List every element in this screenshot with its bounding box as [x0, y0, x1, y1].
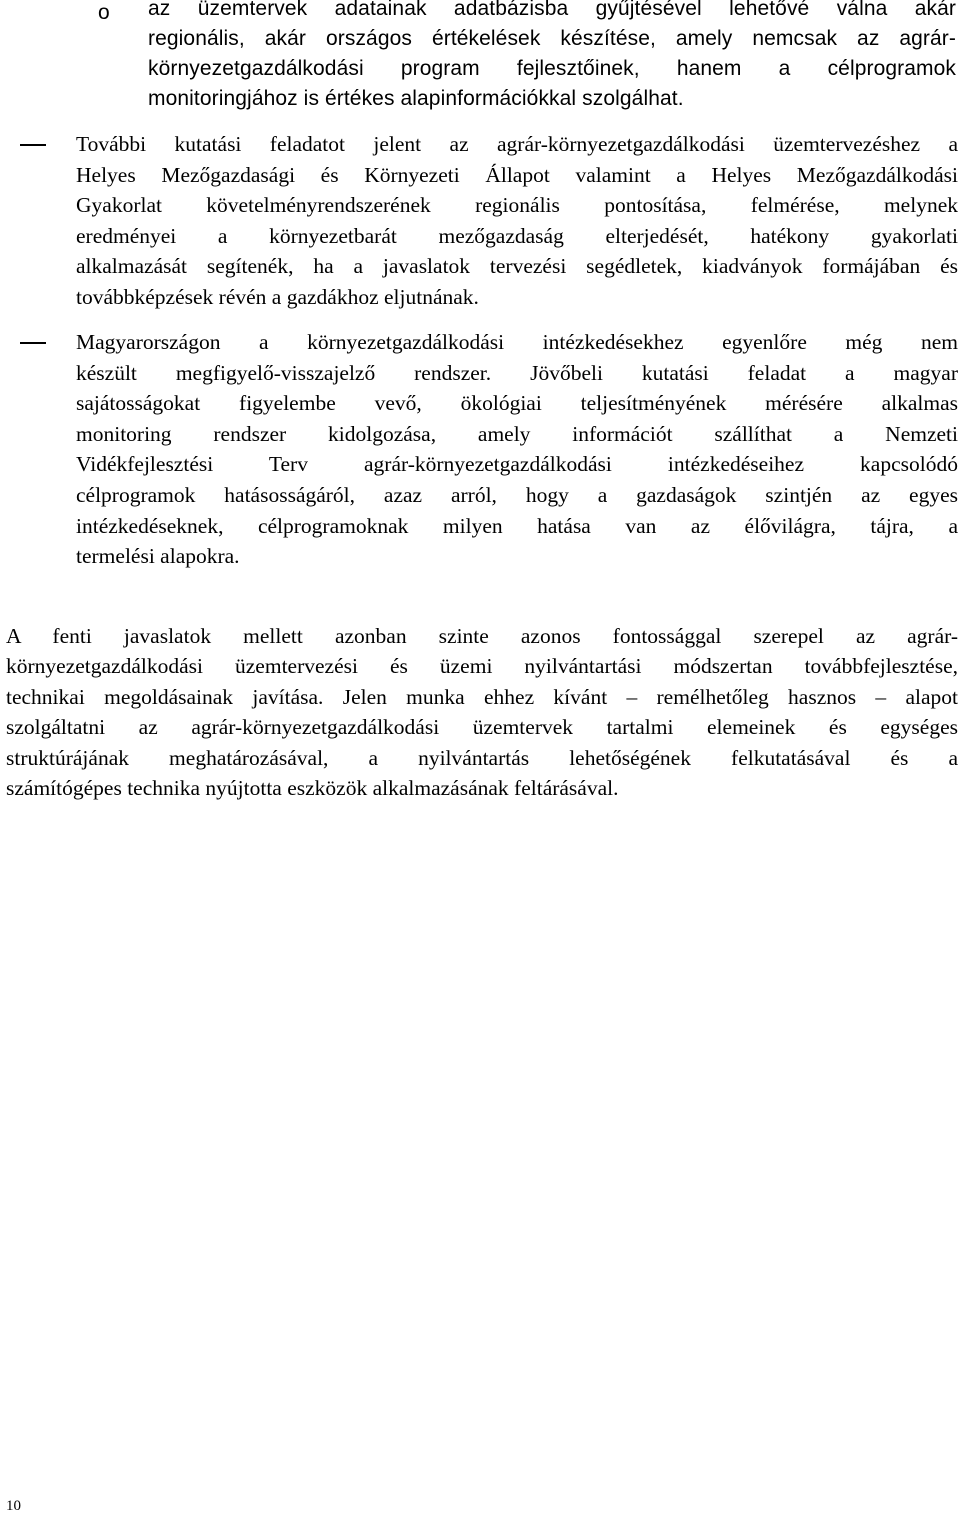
page-number: 10	[6, 1498, 21, 1514]
text-line: intézkedéseknek, célprogramoknak milyen hatása van az élővilágra, tájra, a	[76, 513, 958, 538]
text-line: Helyes Mezőgazdasági és Környezeti Állapot valamint a Helyes Mezőgazdálkodási	[76, 162, 958, 187]
dash-bullet-marker	[20, 144, 46, 146]
text-line: alkalmazását segítenék, ha a javaslatok tervezési segédletek, kiadványok formájában és	[76, 254, 958, 279]
text-line: Magyarországon a környezetgazdálkodási intézkedésekhez egyenlőre még nem	[76, 330, 958, 354]
text-line: monitoringjához is értékes alapinformációkkal szolgálhat.	[148, 87, 684, 110]
text-line: környezetgazdálkodási üzemtervezési és üzemi nyilvántartási módszertan továbbfejlesztése,	[6, 654, 958, 679]
text-line: készült megfigyelő-visszajelző rendszer. Jövőbeli kutatási feladat a magyar	[76, 360, 958, 385]
dash-item-text	[76, 129, 958, 313]
dash-list-item	[0, 129, 958, 313]
dash-list-item	[0, 327, 958, 572]
text-line: További kutatási feladatot jelent az agrár-környezetgazdálkodási üzemtervezéshez a	[76, 132, 958, 156]
text-line: Gyakorlat követelményrendszerének regionális pontosítása, felmérése, melynek	[76, 193, 958, 218]
text-line: regionális, akár országos értékelések készítése, amely nemcsak az agrár-	[148, 27, 956, 50]
text-line: sajátosságokat figyelembe vevő, ökológiai teljesítményének mérésére alkalmas	[76, 391, 958, 416]
dash-item-text	[76, 327, 958, 572]
sub-bullet-text	[148, 0, 956, 114]
text-line: termelési alapokra.	[76, 544, 240, 569]
text-line: technikai megoldásainak javítása. Jelen munka ehhez kívánt – remélhetőleg hasznos – alapot	[6, 684, 958, 709]
text-line: eredményei a környezetbarát mezőgazdaság elterjedését, hatékony gyakorlati	[76, 223, 958, 248]
text-line: célprogramok hatásosságáról, azaz arról, hogy a gazdaságok szintjén az egyes	[76, 482, 958, 507]
dash-bullet-marker	[20, 342, 46, 344]
sub-bullet-item	[98, 0, 956, 114]
body-paragraph	[6, 621, 958, 803]
text-line: monitoring rendszer kidolgozása, amely információt szállíthat a Nemzeti	[76, 421, 958, 446]
sub-bullet-marker: o	[98, 1, 110, 24]
text-line: környezetgazdálkodási program fejlesztőinek, hanem a célprogramok	[148, 57, 956, 80]
text-line: szolgáltatni az agrár-környezetgazdálkodási üzemtervek tartalmi elemeinek és egységes	[6, 715, 958, 740]
text-line: számítógépes technika nyújtotta eszközök alkalmazásának feltárásával.	[6, 775, 619, 800]
text-line: A fenti javaslatok mellett azonban szinte azonos fontossággal szerepel az agrár-	[6, 624, 958, 648]
text-line: Vidékfejlesztési Terv agrár-környezetgazdálkodási intézkedéseihez kapcsolódó	[76, 452, 958, 477]
text-line: struktúrájának meghatározásával, a nyilvántartás lehetőségének felkutatásával és a	[6, 745, 958, 770]
text-line: az üzemtervek adatainak adatbázisba gyűjtésével lehetővé válna akár	[148, 0, 956, 20]
text-line: továbbképzések révén a gazdákhoz eljutnának.	[76, 284, 479, 309]
